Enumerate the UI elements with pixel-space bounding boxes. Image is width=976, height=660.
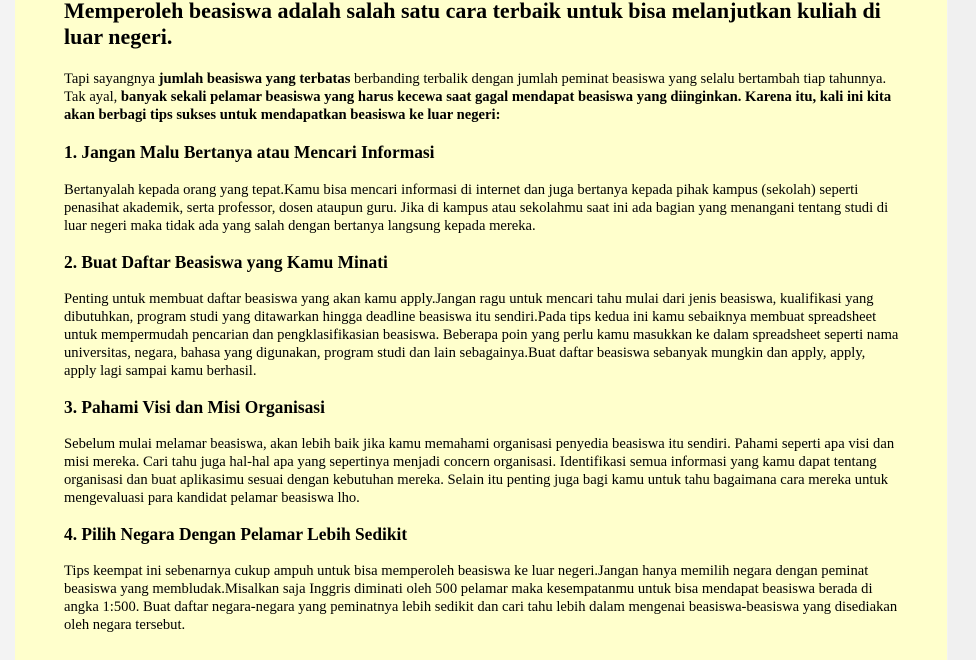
section-body: Sebelum mulai melamar beasiswa, akan lebih baik jika kamu memahami organisasi penyedia beasiswa itu sendiri. Pahami seperti apa visi dan misi mereka. Cari tahu juga hal-hal apa yang sepertinya menjadi concern organisasi. Identifikasi semua informasi yang kamu dapat tentang organisasi dan buat aplikasimu sesuai dengan kebutuhan mereka. Selain itu penting juga bagi kamu untuk tahu bagaimana cara mereka untuk mengevaluasi para kandidat pelamar beasiswa lho. xyxy=(64,436,895,506)
section-heading: 3. Pahami Visi dan Misi Organisasi xyxy=(64,397,325,417)
intro-text-2: berbanding terbalik dengan jumlah peminat beasiswa yang selalu bertambah tiap tahunnya. Tak ayal, xyxy=(64,71,887,105)
section-heading: 2. Buat Daftar Beasiswa yang Kamu Minati xyxy=(64,252,388,272)
intro-text-1: Tapi sayangnya xyxy=(64,71,159,87)
intro-bold-1: jumlah beasiswa yang terbatas xyxy=(158,71,351,87)
intro-paragraph xyxy=(64,70,899,124)
article-title: Memperoleh beasiswa adalah salah satu cara terbaik untuk bisa melanjutkan kuliah di luar negeri. xyxy=(64,0,881,49)
section-body: Penting untuk membuat daftar beasiswa yang akan kamu apply.Jangan ragu untuk mencari tahu mulai dari jenis beasiswa, kualifikasi yang dibutuhkan, program studi yang ditawarkan hingga deadline beasiswa itu sendiri.Pada tips kedua ini kamu sebaiknya membuat spreadsheet untuk mempermudah pencarian dan pengklasifikasian beasiswa. Beberapa poin yang perlu kamu masukkan ke dalam spreadsheet seperti nama universitas, negara, bahasa yang digunakan, program studi dan lain sebagainya.Buat daftar beasiswa sebanyak mungkin dan apply, apply, apply lagi sampai kamu berhasil. xyxy=(64,291,899,379)
section-heading: 4. Pilih Negara Dengan Pelamar Lebih Sedikit xyxy=(64,524,408,544)
article-page xyxy=(15,0,947,660)
intro-bold-2: banyak sekali pelamar beasiswa yang harus kecewa saat gagal mendapat beasiswa yang diinginkan. Karena itu, kali ini kita akan berbagi tips sukses untuk mendapatkan beasiswa ke luar negeri: xyxy=(64,89,892,123)
window-scrollbar[interactable] xyxy=(948,0,976,660)
section-body: Bertanyalah kepada orang yang tepat.Kamu bisa mencari informasi di internet dan juga bertanya kepada pihak kampus (sekolah) seperti penasihat akademik, serta professor, dosen ataupun guru. Jika di kampus atau sekolahmu saat ini ada bagian yang menangani tentang studi di luar negeri maka tidak ada yang salah dengan bertanya langsung kepada mereka. xyxy=(64,182,889,234)
section-heading: 1. Jangan Malu Bertanya atau Mencari Informasi xyxy=(64,142,435,162)
section-body: Tips keempat ini sebenarnya cukup ampuh untuk bisa memperoleh beasiswa ke luar negeri.Jangan hanya memilih negara dengan peminat beasiswa yang membludak.Misalkan saja Inggris diminati oleh 500 pelamar maka kesempatanmu untuk bisa mendapat beasiswa berada di angka 1:500. Buat daftar negara-negara yang peminatnya lebih sedikit dan cari tahu lebih dalam mengenai beasiswa-beasiswa yang disediakan oleh negara tersebut. xyxy=(64,563,898,633)
